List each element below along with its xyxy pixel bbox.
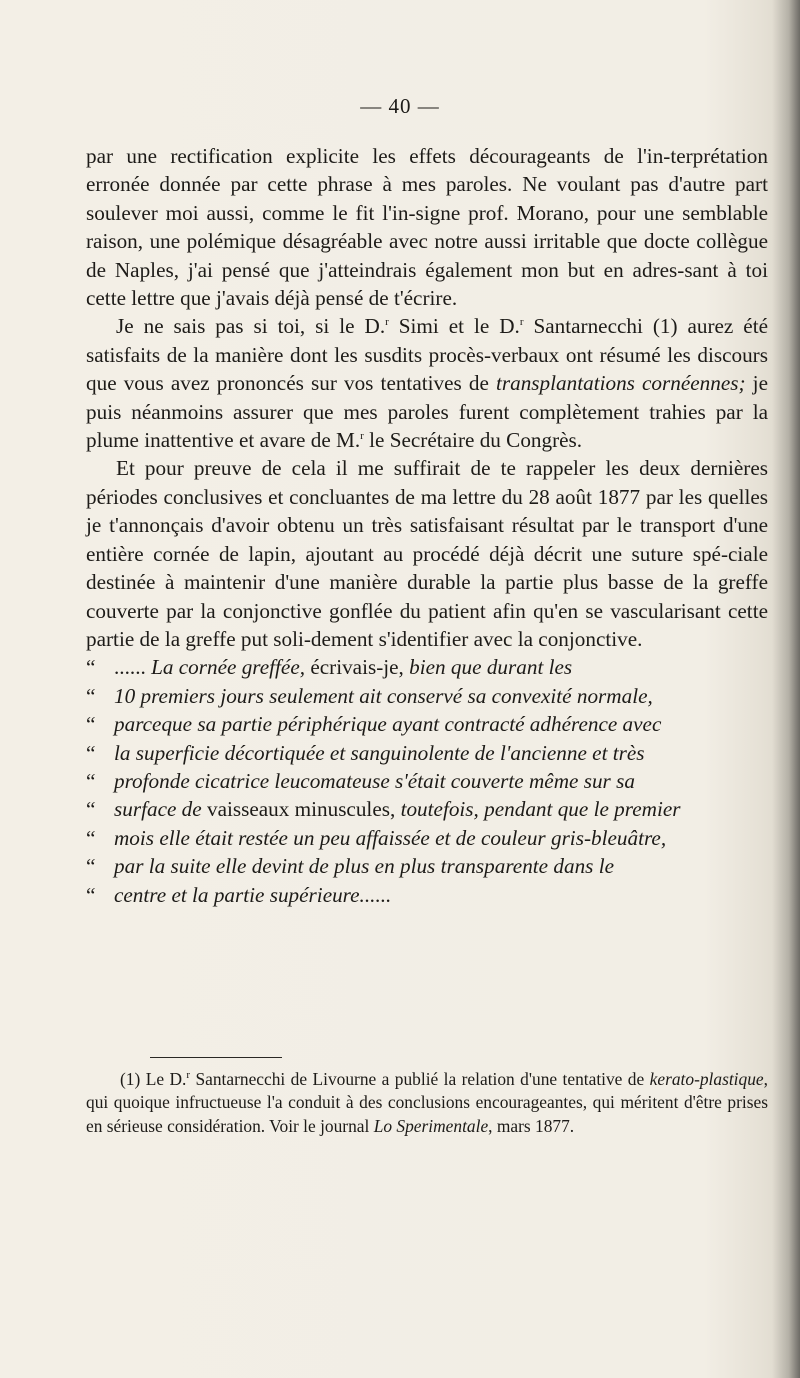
quote-mark: “ [86, 882, 96, 907]
text-run: , qui quoique infructueuse l'a conduit à des conclusions encourageantes, qui méritent d'être prises en sérieuse considération. Voir le journal [86, 1069, 768, 1136]
quote-line-text [86, 682, 768, 710]
quote-line [86, 653, 768, 681]
quote-line [86, 682, 768, 710]
quote-line-text [86, 653, 768, 681]
body-text [86, 142, 768, 909]
text-run: écrivais-je, [305, 655, 410, 680]
quote-line-text [86, 881, 768, 909]
quoted-letter [86, 653, 768, 909]
text-run: Simi et le D. [388, 314, 520, 339]
quote-mark: “ [86, 768, 96, 793]
quote-mark: “ [86, 740, 96, 765]
italic-text: par la suite elle devint de plus en plus transparente dans le [114, 854, 614, 879]
footnote [86, 1068, 768, 1138]
text-run: ...... [114, 655, 152, 680]
italic-text: 10 premiers jours seulement ait conservé sa convexité normale, [114, 683, 653, 708]
quote-mark: “ [86, 712, 96, 737]
quote-mark: “ [86, 683, 96, 708]
quote-mark: “ [86, 854, 96, 879]
quote-line [86, 710, 768, 738]
text-run: Je ne sais pas si toi, si le D. [116, 314, 386, 339]
italic-text: centre et la partie supérieure...... [114, 882, 392, 907]
text-run: vaisseaux minuscules, [201, 797, 401, 822]
quote-line-text [86, 710, 768, 738]
italic-text: la superficie décortiquée et sanguinolente de l'ancienne et très [114, 740, 645, 765]
quote-line [86, 795, 768, 823]
quote-line-text [86, 767, 768, 795]
quote-line-text [86, 852, 768, 880]
superscript: r [360, 430, 364, 442]
paragraph-3 [86, 454, 768, 653]
italic-text: mois elle était restée un peu affaissée et de couleur gris-bleuâtre, [114, 825, 667, 850]
paragraph-1 [86, 142, 768, 312]
superscript: r [186, 1069, 191, 1082]
text-run: , mars 1877. [488, 1115, 575, 1136]
text-run: Et pour preuve de cela il me suffirait de te rappeler les deux dernières périodes conclusives et concluantes de ma lettre du 28 août 1877 par les quelles je t'annonçais d'avoir obtenu un très satisfaisant résultat par le transport d'une entière cornée de lapin, ajoutant au procédé déjà décrit une suture spé-ciale destinée à maintenir d'une manière durable la partie plus basse de la greffe couverte par la conjonctive gonflée du patient afin qu'en se vascularisant cette partie de la greffe put soli-dement s'identifier avec la conjonctive. [86, 456, 768, 651]
superscript: r [385, 316, 389, 329]
footnote-separator [150, 1057, 282, 1058]
quote-mark: “ [86, 825, 96, 850]
italic-text: profonde cicatrice leucomateuse s'était couverte même sur sa [114, 768, 635, 793]
italic-text: parceque sa partie périphérique ayant contracté adhérence avec [114, 712, 662, 737]
italic-text: surface de [114, 797, 202, 822]
quote-line [86, 852, 768, 880]
text-run: Santarnecchi (1) aurez été satisfaits de la manière dont les susdits procès-verbaux ont résumé les discours que vous avez prononcés sur vos tentatives de [86, 314, 768, 396]
page-edge-shadow [772, 0, 800, 1378]
superscript: r [519, 316, 524, 329]
quote-line [86, 767, 768, 795]
text-run: je puis néanmoins assurer que mes paroles furent complètement trahies par la plume inattentive et avare de M. [86, 371, 768, 453]
quote-line-text [86, 739, 768, 767]
quote-line [86, 824, 768, 852]
italic-text: Lo Sperimentale [373, 1115, 489, 1136]
quote-line-text [86, 795, 768, 823]
text-run: le Secrétaire du Congrès. [363, 428, 583, 453]
italic-text: bien que durant les [409, 655, 573, 680]
text-run: par une rectification explicite les effets décourageants de l'in-terprétation erronée donnée par cette phrase à mes paroles. Ne voulant pas d'autre part soulever moi aussi, comme le fit l'in-signe prof. Morano, pour une semblable raison, une polémique désagréable avec notre aussi irritable que docte collègue de Naples, j'ai pensé que j'atteindrais également mon but en adres-sant à toi cette lettre que j'avais déjà pensé de t'écrire. [86, 144, 768, 311]
footnote-text [86, 1068, 768, 1138]
paragraph-2 [86, 312, 768, 454]
quote-mark: “ [86, 655, 96, 680]
quote-line [86, 739, 768, 767]
page-number: — 40 — [360, 94, 440, 118]
italic-text: toutefois, pendant que le premier [400, 797, 681, 822]
italic-text: La cornée greffée, [151, 655, 306, 680]
italic-text: kerato-plastique [649, 1069, 764, 1089]
text-run: Santarnecchi de Livourne a publié la relation d'une tentative de [190, 1069, 650, 1089]
quote-mark: “ [86, 797, 96, 822]
quote-line-text [86, 824, 768, 852]
quote-line [86, 881, 768, 909]
italic-text: transplantations cornéennes; [495, 371, 746, 396]
text-run: (1) Le D. [120, 1069, 187, 1089]
